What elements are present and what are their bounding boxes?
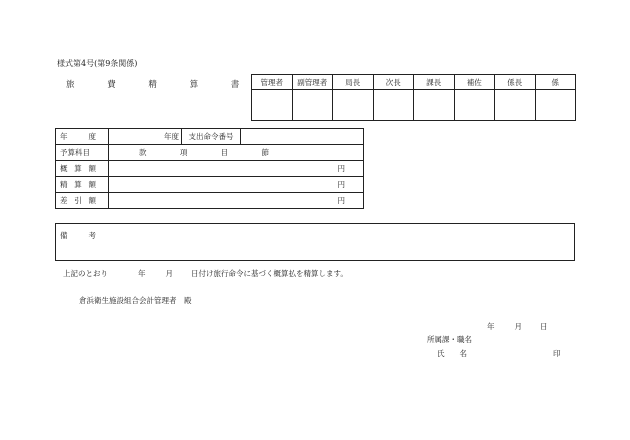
affiliation-label: 所属課・職名 (427, 335, 472, 344)
settled-amount-label: 精 算 額 (56, 177, 109, 193)
seal-mark: 印 (553, 349, 561, 358)
fiscal-year-label: 年 度 (56, 129, 109, 145)
date-line: 年 月 日 (487, 322, 548, 331)
stamp-cell[interactable] (495, 90, 536, 121)
remarks-label: 備 考 (60, 231, 96, 240)
document-title: 旅 費 精 算 書 (66, 80, 255, 90)
approval-header: 副管理者 (292, 75, 333, 90)
approval-header: 管理者 (252, 75, 293, 90)
form-number: 様式第4号(第9条関係) (57, 59, 138, 68)
approval-header: 補佐 (454, 75, 495, 90)
advance-amount-label: 概 算 額 (56, 161, 109, 177)
approval-header: 局長 (333, 75, 374, 90)
difference-amount-label: 差 引 額 (56, 193, 109, 209)
stamp-cell[interactable] (333, 90, 374, 121)
remarks-box[interactable] (55, 223, 575, 261)
approval-header: 課長 (414, 75, 455, 90)
stamp-cell[interactable] (414, 90, 455, 121)
name-label: 氏 名 (437, 349, 467, 358)
stamp-cell[interactable] (454, 90, 495, 121)
approval-stamp-table (251, 74, 576, 121)
payment-order-field[interactable] (241, 129, 364, 145)
advance-amount-field[interactable]: 円 (109, 161, 364, 177)
payment-order-label: 支出命令番号 (182, 129, 241, 145)
settled-amount-field[interactable]: 円 (109, 177, 364, 193)
approval-header: 係長 (495, 75, 536, 90)
addressee: 倉浜衛生施設組合会計管理者 殿 (79, 296, 192, 305)
settlement-statement: 上記のとおり 年 月 日付け旅行命令に基づく概算払を精算します。 (63, 269, 348, 278)
budget-item-label: 予算科目 (56, 145, 109, 161)
difference-amount-field[interactable]: 円 (109, 193, 364, 209)
stamp-cell[interactable] (252, 90, 293, 121)
stamp-cell[interactable] (535, 90, 576, 121)
fiscal-year-field[interactable]: 年度 (109, 129, 182, 145)
approval-header: 次長 (373, 75, 414, 90)
budget-item-field[interactable]: 款 項 目 節 (109, 145, 364, 161)
approval-header: 係 (535, 75, 576, 90)
settlement-table (55, 128, 364, 209)
stamp-cell[interactable] (292, 90, 333, 121)
stamp-cell[interactable] (373, 90, 414, 121)
